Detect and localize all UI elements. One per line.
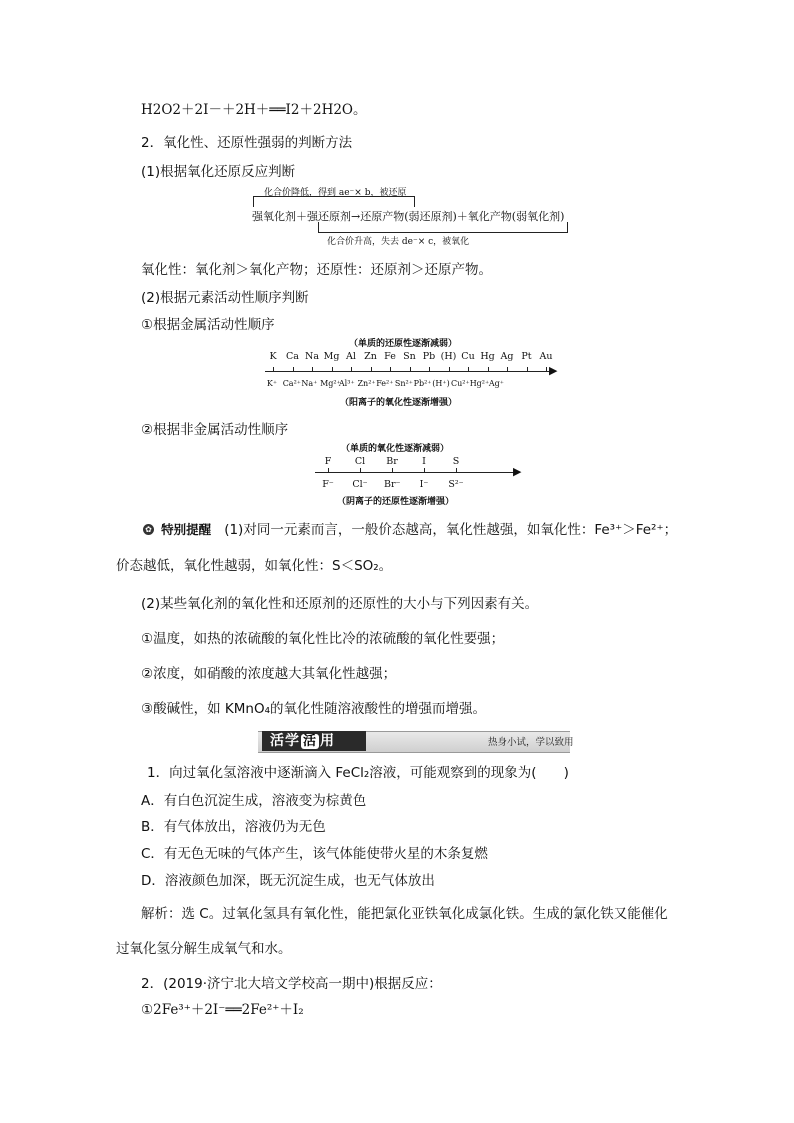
reduction-label: 化合价降低，得到 ae⁻× b，被还原 — [264, 188, 407, 198]
oxidation-label: 化合价升高，失去 de⁻× c，被氧化 — [327, 237, 470, 247]
section-title: 2．氧化性、还原性强弱的判断方法 — [141, 135, 353, 151]
nonmetal-element-0: F — [324, 456, 332, 467]
metal-axis — [265, 371, 551, 372]
gear-icon: ✿ — [143, 524, 154, 535]
metal-element-4: Al — [346, 351, 356, 362]
metal-element-2: Na — [305, 351, 319, 362]
reduction-bracket — [253, 196, 415, 207]
metal-ion-6: Fe²⁺ — [376, 379, 394, 388]
option-d: D．溶液颜色加深，既无沉淀生成，也无气体放出 — [141, 873, 435, 889]
metal-element-3: Mg — [323, 351, 340, 362]
question-1-stem: 1．向过氧化氢溶液中逐渐滴入 FeCl₂溶液，可能观察到的现象为( ) — [147, 765, 569, 781]
metal-ion-10: Cu²⁺ — [451, 379, 470, 388]
metal-ion-11: Hg²⁺ — [469, 379, 490, 388]
metal-element-5: Zn — [364, 351, 377, 362]
nonmetal-ion-1: Cl⁻ — [352, 479, 368, 490]
metal-element-9: (H) — [440, 351, 457, 362]
arrow-right-icon: ▶ — [513, 465, 522, 478]
metal-element-8: Pb — [422, 351, 436, 362]
metal-ion-5: Zn²⁺ — [357, 379, 376, 388]
nonmetal-element-4: S — [452, 456, 460, 467]
section-header-subtitle: 热身小试，学以致用 — [488, 737, 574, 748]
metal-ion-12: Ag⁺ — [488, 379, 504, 388]
metal-order-title: ①根据金属活动性顺序 — [141, 317, 275, 333]
metal-element-13: Pt — [521, 351, 532, 362]
header-title-highlight: 活 — [303, 734, 318, 749]
tip-block — [143, 518, 677, 538]
tip-paragraph-1b: 价态越低，氧化性越弱，如氧化性：S＜SO₂。 — [116, 558, 393, 574]
tip-paragraph-5: ③酸碱性，如 KMnO₄的氧化性随溶液酸性的增强而增强。 — [141, 701, 486, 717]
tip-paragraph-1a: (1)对同一元素而言，一般价态越高，氧化性越强，如氧化性：Fe³⁺＞Fe²⁺； — [224, 522, 678, 538]
option-c: C．有无色无味的气体产生，该气体能使带火星的木条复燃 — [141, 846, 488, 862]
tip-paragraph-4: ②浓度，如硝酸的浓度越大其氧化性越强； — [141, 666, 397, 682]
metal-ion-9: (H⁺) — [432, 379, 450, 388]
metal-element-14: Au — [539, 351, 553, 362]
metal-element-11: Hg — [480, 351, 495, 362]
equation-line: H2O2＋2I－＋2H＋══I2＋2H2O。 — [141, 102, 367, 118]
arrow-right-icon: ▶ — [549, 364, 558, 377]
nonmetal-element-2: Br — [386, 456, 398, 467]
tip-paragraph-2: (2)某些氧化剂的氧化性和还原剂的还原性的大小与下列因素有关。 — [141, 596, 539, 612]
metal-ion-1: Ca²⁺ — [282, 379, 302, 388]
analysis-line-1: 解析：选 C。过氧化氢具有氧化性，能把氯化亚铁氧化成氯化铁。生成的氯化铁又能催化 — [141, 906, 668, 922]
nonmetal-bottom-caption: （阴离子的还原性逐渐增强） — [337, 497, 455, 507]
nonmetal-top-caption: （单质的氧化性逐渐减弱） — [341, 444, 450, 454]
option-a: A．有白色沉淀生成，溶液变为棕黄色 — [141, 793, 367, 809]
metal-element-6: Fe — [384, 351, 396, 362]
header-title-part-c: 用 — [320, 733, 336, 749]
metal-ion-8: Pb²⁺ — [413, 379, 432, 388]
metal-element-10: Cu — [461, 351, 475, 362]
nonmetal-ion-4: S²⁻ — [448, 479, 464, 490]
metal-element-7: Sn — [403, 351, 416, 362]
nonmetal-ion-3: I⁻ — [419, 479, 429, 490]
subsection-title: (1)根据氧化还原反应判断 — [141, 164, 296, 180]
nonmetal-element-3: I — [422, 456, 426, 467]
metal-ion-0: K⁺ — [266, 379, 278, 388]
nonmetal-ion-0: F⁻ — [322, 479, 334, 490]
oxidation-bracket — [318, 222, 568, 233]
question-2-stem: 2．(2019·济宁北大培文学校高一期中)根据反应： — [141, 976, 442, 992]
metal-top-caption: （单质的还原性逐渐减弱） — [349, 339, 458, 349]
header-title-part-a: 活学 — [270, 733, 300, 749]
metal-ion-3: Mg²⁺ — [320, 379, 341, 388]
option-b: B．有气体放出，溶液仍为无色 — [141, 819, 326, 835]
question-2-equation-1: ①2Fe³⁺＋2I⁻══2Fe²⁺＋I₂ — [141, 1002, 304, 1018]
metal-element-1: Ca — [286, 351, 299, 362]
metal-element-12: Ag — [500, 351, 514, 362]
metal-ion-2: Na⁺ — [301, 379, 318, 388]
nonmetal-axis — [315, 472, 515, 473]
metal-element-0: K — [269, 351, 277, 362]
rule-text: 氧化性：氧化剂＞氧化产物；还原性：还原剂＞还原产物。 — [141, 262, 492, 278]
tip-label: 特别提醒 — [161, 522, 212, 537]
analysis-line-2: 过氧化氢分解生成氧气和水。 — [116, 941, 292, 957]
nonmetal-element-1: Cl — [354, 456, 366, 467]
metal-ion-7: Sn²⁺ — [394, 379, 413, 388]
section-header-title — [262, 731, 366, 751]
tip-paragraph-3: ①温度，如热的浓硫酸的氧化性比冷的浓硫酸的氧化性要强； — [141, 631, 505, 647]
subsection-title-2: (2)根据元素活动性顺序判断 — [141, 290, 309, 306]
metal-ion-4: Al³⁺ — [338, 379, 355, 388]
metal-bottom-caption: （阳离子的氧化性逐渐增强） — [340, 398, 458, 408]
nonmetal-order-title: ②根据非金属活动性顺序 — [141, 422, 289, 438]
nonmetal-ion-2: Br⁻ — [384, 479, 401, 490]
redox-main-line: 强氧化剂＋强还原剂→还原产物(弱还原剂)＋氧化产物(弱氧化剂) — [252, 210, 565, 223]
